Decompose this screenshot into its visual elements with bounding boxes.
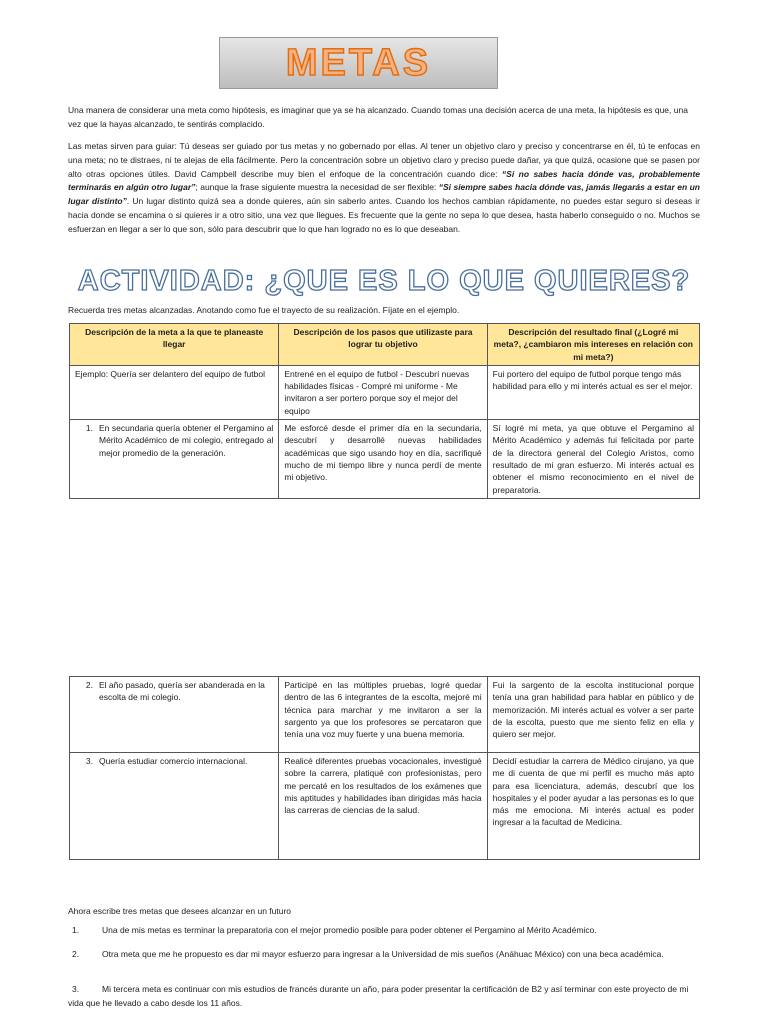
header-goal: Descripción de la meta a la que te planeaste llegar — [70, 324, 279, 366]
guidance-text-2: ; aunque la frase siguiente muestra la necesidad de ser flexible: — [195, 182, 439, 193]
campbell-quote-2: “Si siempre sabes hacia dónde vas, jamás llegarás a estar en un lugar distinto” — [68, 182, 700, 207]
future-goal-text: Una de mis metas es terminar la preparatoria con el mejor promedio posible para poder obtener el Pergamino al Mérito Académico. — [102, 925, 597, 935]
goal-cell — [70, 677, 279, 753]
future-goal-item — [68, 983, 700, 1010]
result-cell: Decidí estudiar la carrera de Médico cirujano, ya que me di cuenta de que mi perfil es mucho más apto para esa licenciatura, además, descubrí que los hospitales y el poder ayudar a las personas es lo que más me emociona. Mi interés actual es poder ingresar a la facultad de Medicina. — [487, 753, 699, 860]
steps-cell: Realicé diferentes pruebas vocacionales, investigué sobre la carrera, platiqué con profesionistas, pero me percaté en los resultados de los exámenes que mis aptitudes y habilidades iban dirigidas más hacia las carreras de ciencias de la salud. — [279, 753, 487, 860]
future-goal-number: 2. — [72, 949, 80, 959]
goal-text: Quería estudiar comercio internacional. — [99, 756, 248, 766]
goals-table-part-2 — [69, 676, 700, 860]
row-number: 2. — [85, 680, 93, 690]
row-number: 1. — [85, 423, 93, 434]
steps-cell: Me esforcé desde el primer día en la secundaria, descubrí y desarrollé nuevas habilidades académicas que sigo usando hoy en día, sacrifiqué mucho de mi tiempo libre y nunca perdí de mente mi objetivo. — [279, 420, 487, 499]
table-row — [70, 753, 700, 860]
future-goals-instructions: Ahora escribe tres metas que desees alcanzar en un futuro — [68, 906, 292, 916]
campbell-quote-1: “Si no sabes hacia dónde vas, probablemente terminarás en algún otro lugar” — [68, 168, 701, 193]
table-header-row — [70, 324, 700, 366]
future-goal-text: Otra meta que me he propuesto es dar mi mayor esfuerzo para ingresar a la Universidad de mis sueños (Anáhuac México) con una beca académica. — [102, 949, 664, 959]
example-result-cell: Fui portero del equipo de futbol porque tengo más habilidad para ello y mi interés actual es ser el mejor. — [487, 365, 699, 419]
goal-cell — [70, 753, 279, 860]
future-goal-item — [68, 924, 700, 938]
example-goal-cell: Ejemplo: Quería ser delantero del equipo de futbol — [70, 365, 279, 419]
row-number: 3. — [85, 756, 93, 766]
header-result: Descripción del resultado final (¿Logré mi meta?, ¿cambiaron mis intereses en relación con mi meta?) — [487, 324, 699, 366]
future-goal-number: 3. — [72, 984, 80, 994]
table-row — [70, 420, 700, 499]
result-cell: Fui la sargento de la escolta institucional porque tenía una gran habilidad para hablar en público y de memorización. Mi interés actual es volver a ser parte de la escolta, puesto que me siento feliz en ella y quiero ser mejor. — [487, 677, 699, 753]
goal-text: En secundaria quería obtener el Pergamino al Mérito Académico de mi colegio, entregado al mejor promedio de la generación. — [99, 423, 274, 458]
table-row — [70, 677, 700, 753]
guidance-paragraph — [68, 140, 700, 237]
future-goal-item — [68, 948, 700, 962]
goals-table-part-1 — [69, 323, 700, 499]
activity-instructions: Recuerda tres metas alcanzadas. Anotando como fue el trayecto de su realización. Fíjate en el ejemplo. — [68, 305, 460, 315]
example-steps-cell: Entrené en el equipo de futbol - Descubrí nuevas habilidades físicas - Compré mi uniforme - Me invitaron a ser portero porque soy el mejor del equipo — [279, 365, 487, 419]
intro-paragraph: Una manera de considerar una meta como hipótesis, es imaginar que ya se ha alcanzado. Cuando tomas una decisión acerca de una meta, la hipótesis es que, una vez que la hayas alcanzado, te sentirás complacido. — [68, 105, 688, 129]
page-title: METAS — [285, 42, 432, 84]
table-row-example — [70, 365, 700, 419]
guidance-text-1: Las metas sirven para guiar: Tú deseas ser guiado por tus metas y no gobernado por ellas. Al tener un objetivo claro y preciso y concentrarse en él, tú te enfocas en una meta; no te distraes, ni te alejas de ella fácilmente. Pero la concentración sobre un objetivo claro y preciso puede dañar, ya que quizá, ocasione que se pasen por alto otras opciones útiles. David Campbell describe muy bien el enfoque de la concentración cuando dice: — [68, 141, 700, 179]
header-steps: Descripción de los pasos que utilizaste para lograr tu objetivo — [279, 324, 487, 366]
goal-cell — [70, 420, 279, 499]
future-goal-text: Mi tercera meta es continuar con mis estudios de francés durante un año, para poder presentar la certificación de B2 y así terminar con este proyecto de mi vida que he llevado a cabo desde los 11 años. — [68, 984, 689, 1008]
steps-cell: Participé en las múltiples pruebas, logré quedar dentro de las 6 integrantes de la escolta, mejoré mi técnica para marchar y me invitaron a ser la sargento ya que los profesores se percataron que tenía una voz muy fuerte y una buena memoria. — [279, 677, 487, 753]
guidance-text-3: . Un lugar distinto quizá sea a donde quieres, aún sin saberlo antes. Cuando los hechos cambian rápidamente, no puedes estar seguro si deseas ir hacia donde se encamina o si quieres ir a otro sitio, una vez que llegues. Es frecuente que la gente no sepa lo que desea, hasta haberlo conseguido o no. Muchos se esfuerzan en llegar a ser lo que son, sólo para descubrir que lo que han logrado no es lo que deseaban. — [68, 196, 700, 234]
activity-title: ACTIVIDAD: ¿QUE ES LO QUE QUIERES? — [77, 265, 691, 297]
goal-text: El año pasado, quería ser abanderada en la escolta de mi colegio. — [99, 680, 265, 703]
title-banner — [219, 37, 498, 89]
result-cell: Sí logré mi meta, ya que obtuve el Pergamino al Mérito Académico y además fui felicitada por parte de la directora general del Colegio Aristos, como resultado de mi gran esfuerzo. Mi interés actual es obtener el mismo reconocimiento en el nivel de preparatoria. — [487, 420, 699, 499]
future-goal-number: 1. — [72, 925, 80, 935]
